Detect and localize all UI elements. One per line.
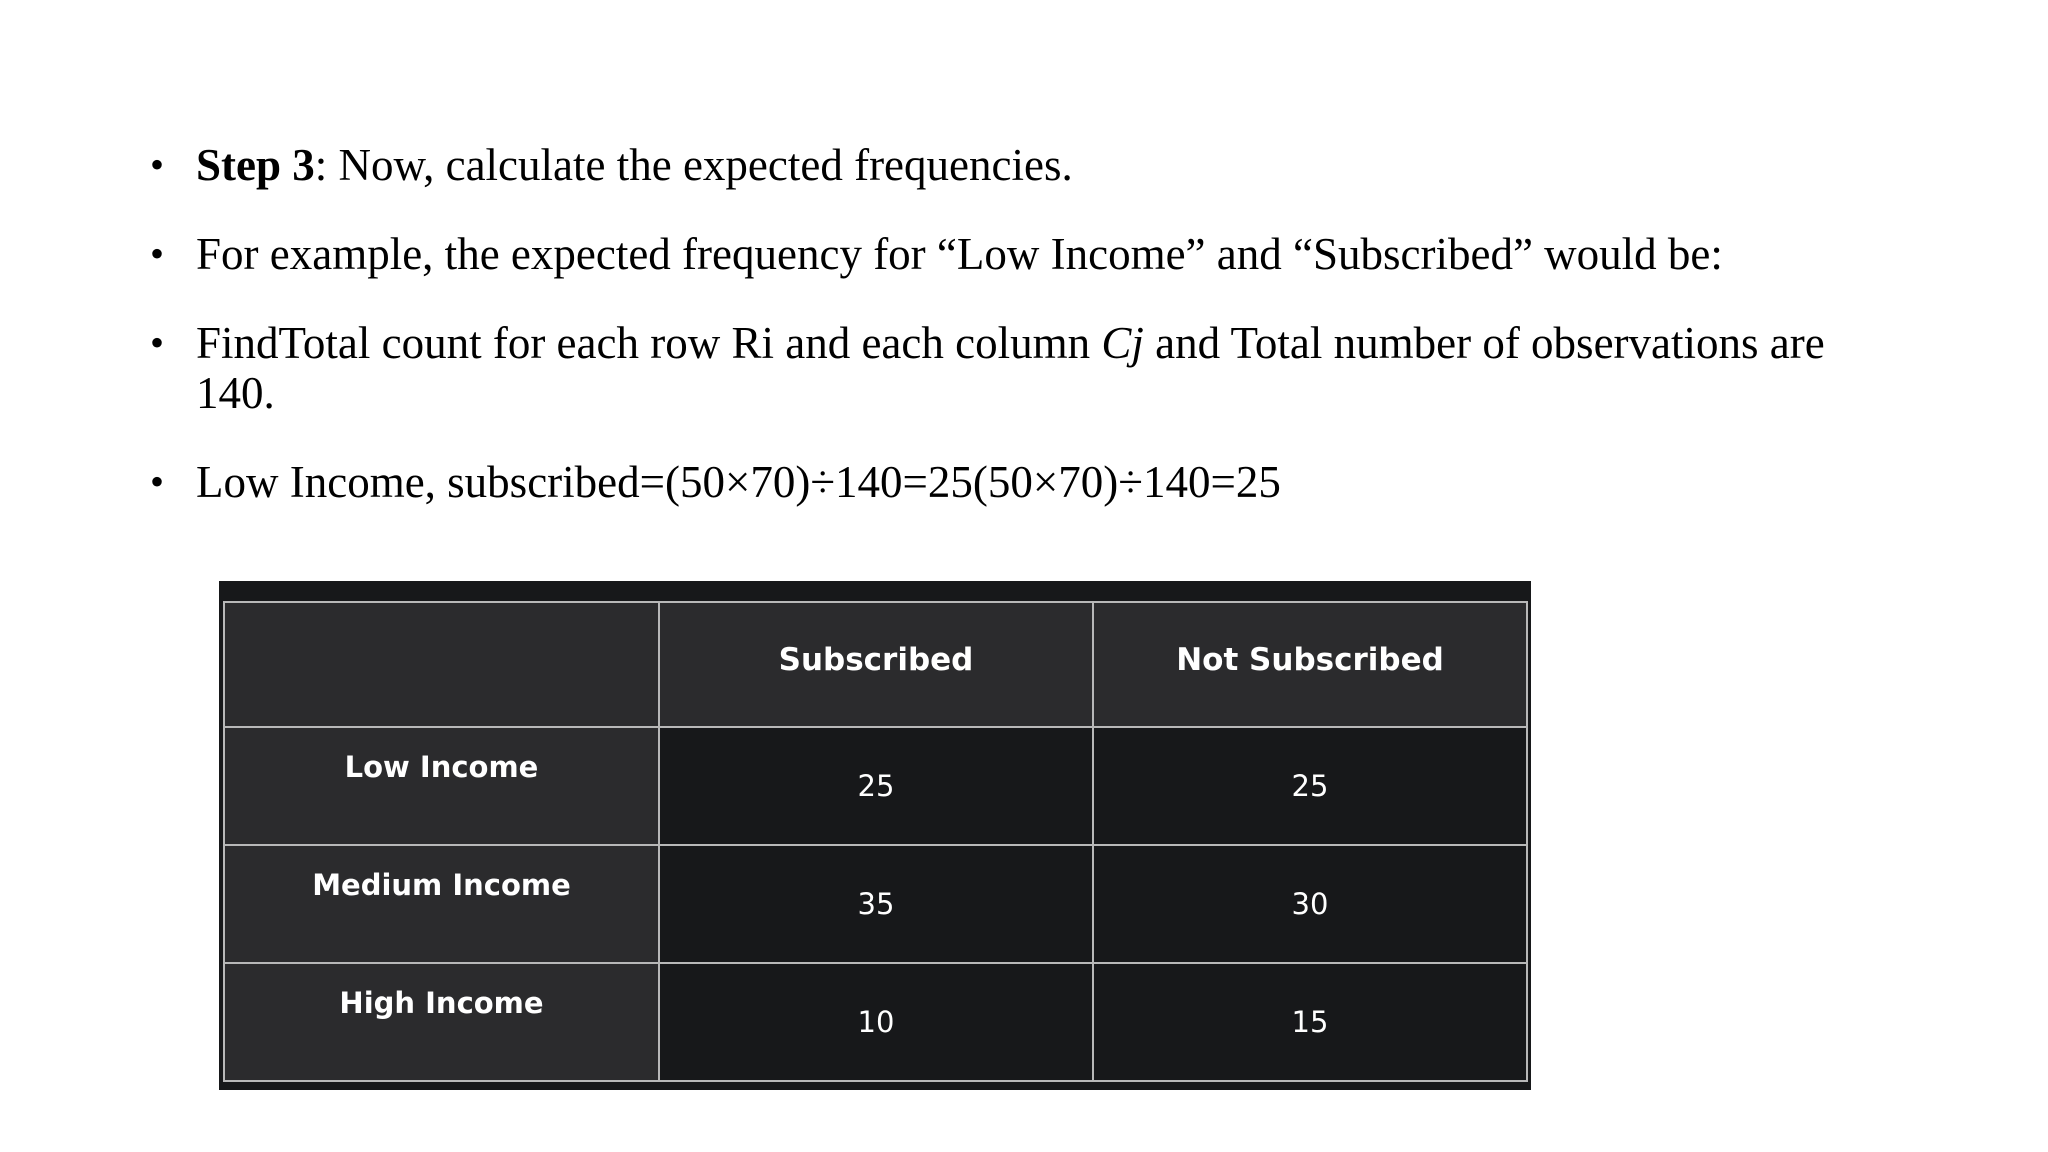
bullet-dot-icon: • <box>150 459 165 504</box>
step-label: Step 3 <box>196 140 315 190</box>
bullet-italic-term: Cj <box>1101 318 1144 368</box>
table-row <box>224 727 1527 845</box>
bullet-item <box>150 318 1910 418</box>
bullet-item <box>150 229 1910 279</box>
bullet-text: : Now, calculate the expected frequencies. <box>314 140 1073 190</box>
bullet-text: Low Income, subscribed=(50×70)÷140=25(50×70)÷140=25 <box>196 457 1281 507</box>
column-header-subscribed: Subscribed <box>659 602 1093 727</box>
table-cell: 25 <box>659 727 1093 845</box>
table-cell: 35 <box>659 845 1093 963</box>
bullet-text: and Total number of observations are 140. <box>196 318 1825 418</box>
table-cell: 25 <box>1093 727 1527 845</box>
row-header-high-income: High Income <box>224 963 659 1081</box>
bullet-dot-icon: • <box>150 320 165 365</box>
frequency-table-image <box>219 581 1531 1090</box>
bullet-list <box>150 140 1910 546</box>
bullet-text: For example, the expected frequency for “Low Income” and “Subscribed” would be: <box>196 229 1723 279</box>
table-cell: 15 <box>1093 963 1527 1081</box>
row-header-medium-income: Medium Income <box>224 845 659 963</box>
bullet-text: FindTotal count for each row Ri and each column <box>196 318 1102 368</box>
column-header-not-subscribed: Not Subscribed <box>1093 602 1527 727</box>
row-header-low-income: Low Income <box>224 727 659 845</box>
table-row <box>224 963 1527 1081</box>
table-cell: 10 <box>659 963 1093 1081</box>
bullet-item <box>150 457 1910 507</box>
bullet-dot-icon: • <box>150 231 165 276</box>
frequency-table <box>223 601 1528 1082</box>
bullet-dot-icon: • <box>150 142 165 187</box>
table-cell: 30 <box>1093 845 1527 963</box>
table-corner-cell <box>224 602 659 727</box>
table-header-row <box>224 602 1527 727</box>
table-row <box>224 845 1527 963</box>
bullet-item <box>150 140 1910 190</box>
